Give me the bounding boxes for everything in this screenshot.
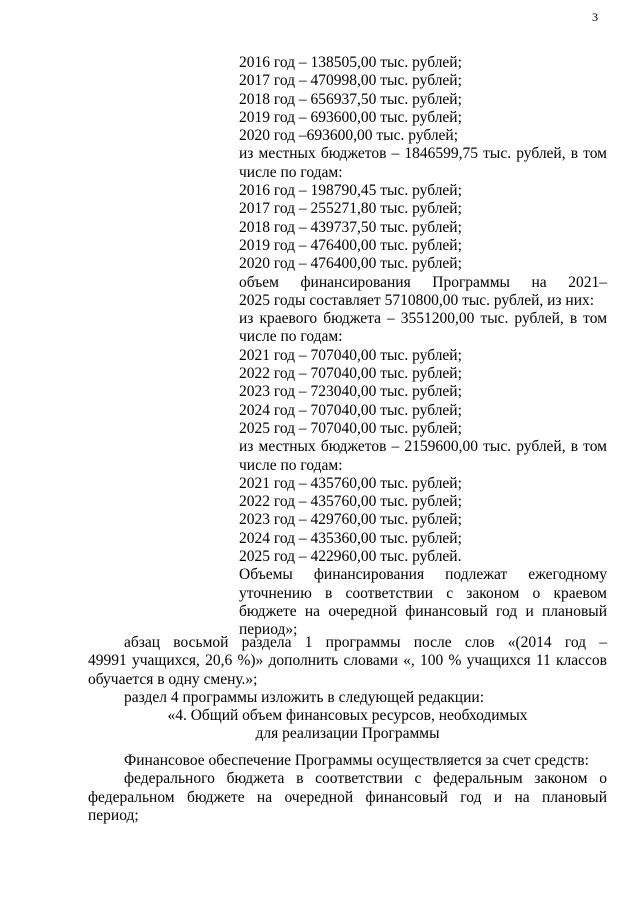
- local-budget-intro: из местных бюджетов – 1846599,75 тыс. рублей, в том: [239, 145, 607, 163]
- paragraph: [88, 634, 607, 689]
- year-line: 2019 год – 693600,00 тыс. рублей;: [239, 108, 462, 126]
- volume-intro: объем финансирования Программы на 2021–: [239, 273, 607, 291]
- year-line: 2021 год – 435760,00 тыс. рублей;: [239, 474, 462, 492]
- paragraph-line: обучается в одну смену.»;: [88, 670, 258, 688]
- year-line: 2022 год – 707040,00 тыс. рублей;: [239, 365, 462, 383]
- regional-budget-intro: из краевого бюджета – 3551200,00 тыс. рублей, в том: [239, 310, 607, 328]
- local-budget-2-intro: из местных бюджетов – 2159600,00 тыс. рублей, в том: [239, 438, 607, 456]
- year-line: 2016 год – 138505,00 тыс. рублей;: [239, 54, 462, 71]
- section4-instruction: раздел 4 программы изложить в следующей редакции:: [124, 688, 484, 706]
- paragraph-line: федеральном бюджете на очередной финансовый год и на плановый: [88, 788, 607, 806]
- year-line: 2017 год – 255271,80 тыс. рублей;: [239, 200, 462, 218]
- paragraph-line: период;: [88, 806, 139, 824]
- year-line: 2020 год – 476400,00 тыс. рублей;: [239, 255, 462, 273]
- year-line: 2023 год – 429760,00 тыс. рублей;: [239, 511, 462, 529]
- year-line: 2021 год – 707040,00 тыс. рублей;: [239, 346, 462, 364]
- section-heading: «4. Общий объем финансовых ресурсов, необходимых: [167, 707, 528, 725]
- funding-intro: Финансовое обеспечение Программы осуществляется за счет средств:: [124, 752, 589, 769]
- year-line: 2022 год – 435760,00 тыс. рублей;: [239, 493, 462, 511]
- paragraph-line: 49991 учащихся, 20,6 %)» дополнить словами «, 100 % учащихся 11 классов: [88, 652, 607, 670]
- regional-budget-intro-cont: числе по годам:: [239, 328, 343, 346]
- closing-line: бюджете на очередной финансовый год и плановый: [239, 602, 607, 620]
- year-line: 2024 год – 435360,00 тыс. рублей;: [239, 529, 462, 547]
- volume-intro-cont: 2025 годы составляет 5710800,00 тыс. рублей, из них:: [239, 291, 595, 309]
- funding-section: [88, 752, 607, 825]
- amendment-paragraph: [88, 634, 607, 744]
- year-line: 2019 год – 476400,00 тыс. рублей;: [239, 236, 462, 254]
- year-line: 2017 год – 470998,00 тыс. рублей;: [239, 72, 462, 90]
- financing-block: [239, 54, 607, 640]
- year-line: 2023 год – 723040,00 тыс. рублей;: [239, 383, 462, 401]
- federal-paragraph: [88, 770, 607, 825]
- year-line: 2025 год – 707040,00 тыс. рублей;: [239, 419, 462, 437]
- local-budget-intro-cont: числе по годам:: [239, 163, 343, 181]
- year-line: 2020 год –693600,00 тыс. рублей;: [239, 127, 459, 145]
- year-line: 2018 год – 439737,50 тыс. рублей;: [239, 218, 462, 236]
- closing-line: период»;: [239, 621, 298, 639]
- local-budget-2-intro-cont: числе по годам:: [239, 456, 343, 474]
- year-line: 2018 год – 656937,50 тыс. рублей;: [239, 90, 462, 108]
- paragraph-line: абзац восьмой раздела 1 программы после слов «(2014 год –: [124, 634, 607, 651]
- year-line: 2025 год – 422960,00 тыс. рублей.: [239, 548, 462, 566]
- year-line: 2016 год – 198790,45 тыс. рублей;: [239, 182, 462, 200]
- section-heading: для реализации Программы: [255, 725, 440, 743]
- closing-line: уточнению в соответствии с законом о краевом: [239, 584, 607, 602]
- closing-line: Объемы финансирования подлежат ежегодному: [239, 566, 607, 584]
- paragraph-line: федерального бюджета в соответствии с федеральным законом о: [124, 770, 607, 788]
- year-line: 2024 год – 707040,00 тыс. рублей;: [239, 401, 462, 419]
- page-number: 3: [592, 10, 598, 24]
